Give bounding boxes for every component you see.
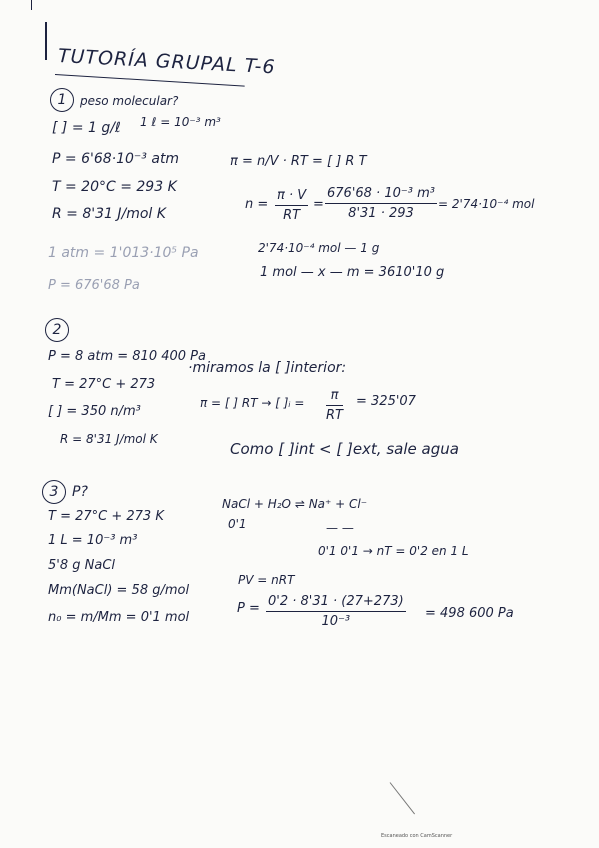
fraction-bar <box>275 205 308 206</box>
q1-gas-constant: R = 8'31 J/mol K <box>52 206 166 222</box>
q2-fraction <box>326 388 343 423</box>
q2-result: = 325'07 <box>356 394 416 409</box>
fraction-bar <box>325 203 437 204</box>
q1-n-numeric-denominator: 8'31 · 293 <box>348 206 414 221</box>
scanner-footer: Escaneado con CamScanner <box>381 833 453 839</box>
question-number-3: 3 <box>42 480 66 504</box>
q2-note-interior: ·miramos la [ ]interior: <box>188 360 347 376</box>
q3-reaction-final: 0'1 0'1 → nT = 0'2 en 1 L <box>318 544 469 558</box>
q3-question: P? <box>72 484 88 500</box>
q1-n-fraction-numeric <box>325 186 437 221</box>
q1-equals: = <box>313 197 324 212</box>
q3-molar-mass: Mm(NaCl) = 58 g/mol <box>48 583 190 598</box>
q1-pressure-pa: P = 676'68 Pa <box>48 278 140 293</box>
q3-p-denominator: 10⁻³ <box>321 614 351 629</box>
q1-liter-conversion: 1 ℓ = 10⁻³ m³ <box>140 115 221 129</box>
q1-question: peso molecular? <box>80 94 179 108</box>
question-number-2: 2 <box>45 318 69 342</box>
margin-tick-mark <box>31 0 32 10</box>
q2-equation: π = [ ] RT → [ ]ᵢ = <box>200 396 305 410</box>
q2-concentration: [ ] = 350 n/m³ <box>48 404 141 419</box>
q2-temperature: T = 27°C + 273 <box>52 377 156 392</box>
title-underline <box>55 74 245 87</box>
q1-atm-conversion: 1 atm = 1'013·10⁵ Pa <box>48 245 199 261</box>
fraction-bar <box>326 405 343 406</box>
q1-pressure: P = 6'68·10⁻³ atm <box>52 151 180 167</box>
q3-reaction-initial: 0'1 <box>228 517 247 531</box>
q1-rule-of-three-line2: 1 mol — x — m = 3610'10 g <box>260 265 445 280</box>
question-number-1: 1 <box>50 88 74 112</box>
q2-fraction-denominator: RT <box>326 408 343 423</box>
q2-fraction-numerator: π <box>330 388 339 403</box>
q2-conclusion: Como [ ]int < [ ]ext, sale agua <box>230 440 459 458</box>
q1-n-label: n = <box>245 197 269 212</box>
q3-p-numerator: 0'2 · 8'31 · (27+273) <box>268 594 404 609</box>
q1-osmotic-equation: π = n/V · RT = [ ] R T <box>230 154 367 169</box>
q3-reaction: NaCl + H₂O ⇌ Na⁺ + Cl⁻ <box>222 497 368 511</box>
q2-pressure: P = 8 atm = 810 400 Pa <box>48 349 206 364</box>
stray-pen-mark <box>390 782 415 814</box>
q3-p-label: P = <box>237 601 260 616</box>
q1-rule-of-three-line1: 2'74·10⁻⁴ mol — 1 g <box>258 241 380 255</box>
margin-bar <box>45 22 47 60</box>
q3-reaction-dashes: — — <box>326 521 354 535</box>
q3-moles: n₀ = m/Mm = 0'1 mol <box>48 610 190 625</box>
page-title: TUTORÍA GRUPAL T-6 <box>57 45 277 79</box>
q1-temperature: T = 20°C = 293 K <box>52 179 177 195</box>
q3-temperature: T = 27°C + 273 K <box>48 509 164 524</box>
q3-mass: 5'8 g NaCl <box>48 558 116 573</box>
q1-n-numeric-numerator: 676'68 · 10⁻³ m³ <box>327 186 435 201</box>
q3-ideal-gas-law: PV = nRT <box>238 573 295 587</box>
q1-n-result: = 2'74·10⁻⁴ mol <box>438 197 535 211</box>
q1-n-denominator: RT <box>283 208 301 223</box>
q1-n-numerator: π · V <box>277 188 307 203</box>
fraction-bar <box>266 611 406 612</box>
q1-concentration: [ ] = 1 g/ℓ <box>52 120 121 136</box>
q3-volume: 1 L = 10⁻³ m³ <box>48 533 138 548</box>
q3-p-result: = 498 600 Pa <box>425 606 514 621</box>
q3-p-fraction <box>266 594 406 629</box>
q2-gas-constant: R = 8'31 J/mol K <box>60 432 158 446</box>
q1-n-fraction-symbolic <box>275 188 308 223</box>
